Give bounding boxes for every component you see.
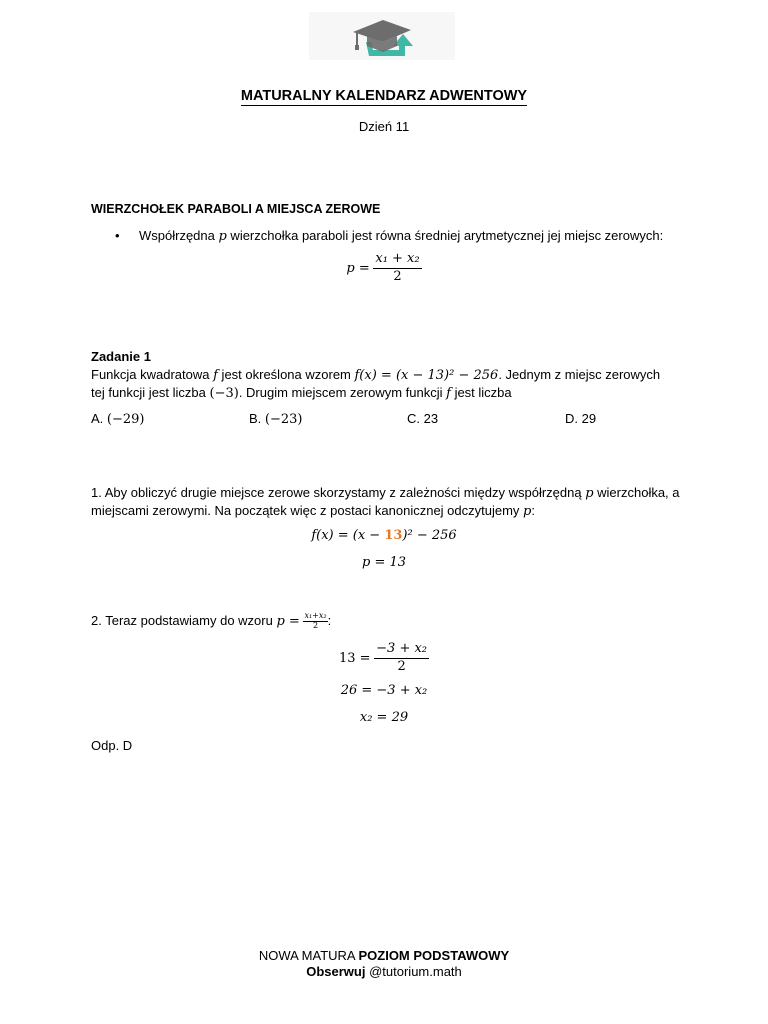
task-line-1: Funkcja kwadratowa f jest określona wzorem f(x) = (x − 13)² − 256. Jednym z miejsc zerowych bbox=[91, 367, 661, 383]
day-label: Dzień 11 bbox=[358, 119, 410, 134]
solution-step-1-line-2: miejscami zerowymi. Na początek więc z postaci kanonicznej odczytujemy p: bbox=[91, 503, 535, 519]
graduation-cap-icon bbox=[309, 12, 455, 60]
substitution-equation: 13 = $\frac{\text{−3 + x₂}}{2}$ bbox=[338, 641, 428, 674]
p-value-equation: p = 13 bbox=[361, 555, 407, 570]
task-line-2: tej funkcji jest liczba (−3). Drugim miejscem zerowym funkcji f jest liczba bbox=[91, 385, 512, 401]
multiplied-equation: 26 = −3 + x₂ bbox=[340, 683, 428, 698]
footer-level: NOWA MATURA POZIOM PODSTAWOWY bbox=[258, 948, 510, 963]
average-formula: p = $\frac{\text{x₁ + x₂}}{2}$ bbox=[346, 251, 420, 284]
answer-option-a[interactable]: A. (−29) bbox=[91, 411, 145, 427]
answer-option-d[interactable]: D. 29 bbox=[565, 411, 597, 426]
section-heading: WIERZCHOŁEK PARABOLI A MIEJSCA ZEROWE bbox=[91, 202, 381, 216]
page-title: MATURALNY KALENDARZ ADWENTOWY bbox=[240, 88, 528, 104]
task-heading: Zadanie 1 bbox=[91, 349, 151, 364]
final-answer: Odp. D bbox=[91, 738, 133, 753]
answer-option-b[interactable]: B. (−23) bbox=[249, 411, 303, 427]
canonical-form-equation: f(x) = (x − 13)² − 256 bbox=[311, 528, 457, 543]
theory-text: Współrzędna p wierzchołka paraboli jest równa średniej arytmetycznej jej miejsc zerowych: bbox=[139, 228, 664, 244]
answer-option-c[interactable]: C. 23 bbox=[407, 411, 439, 426]
logo bbox=[309, 12, 455, 60]
result-equation: x₂ = 29 bbox=[359, 710, 409, 725]
solution-step-1-line-1: 1. Aby obliczyć drugie miejsce zerowe skorzystamy z zależności między współrzędną p wierzchołka, a bbox=[91, 485, 680, 501]
solution-step-2: 2. Teraz podstawiamy do wzoru p = $\frac{\text{x₁+x₂}}{2}$ : bbox=[91, 611, 332, 631]
footer-follow: Obserwuj @tutorium.math bbox=[306, 964, 462, 979]
bullet-dot: • bbox=[115, 228, 120, 243]
